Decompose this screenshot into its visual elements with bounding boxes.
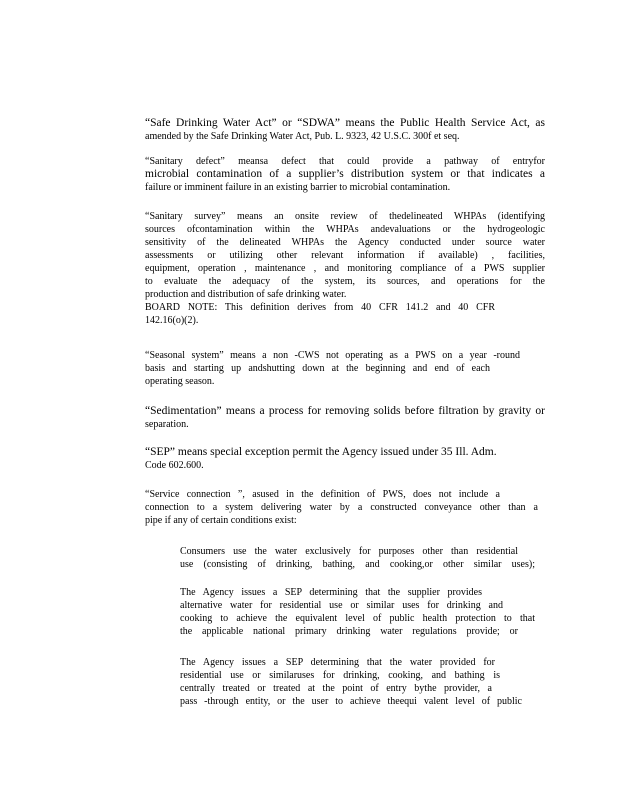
text-line: cooking to achieve the equivalent level of public health protection to that [180,613,535,624]
text-line: assessments or utilizing other relevant information if available) , facilities, [145,250,545,261]
text-line: centrally treated or treated at the point of entry bythe provider, a [180,683,492,694]
text-line: Code 602.600. [145,460,204,471]
text-line: “SEP” means special exception permit the Agency issued under 35 Ill. Adm. [145,446,497,458]
subitem-agency-sep-alternative-water [180,586,535,638]
text-line: “Sanitary survey” means an onsite review of thedelineated WHPAs (identifying [145,211,545,222]
text-line: connection to a system delivering water by a constructed conveyance other than a [145,502,538,513]
text-line: equipment, operation , maintenance , and monitoring compliance of a PWS supplier [145,263,545,274]
definition-sedimentation [145,405,545,431]
text-line: microbial contamination of a supplier’s distribution system or that indicates a [145,168,545,180]
text-line: use (consisting of drinking, bathing, and cooking,or other similar uses); [180,559,535,570]
text-line: alternative water for residential use or similar uses for drinking and [180,600,503,611]
text-line: sources ofcontamination within the WHPAs andevaluations or the hydrogeologic [145,224,545,235]
text-line: the applicable national primary drinking water regulations provide; or [180,626,518,637]
text-line: “Sedimentation” means a process for removing solids before filtration by gravity or [145,405,545,417]
text-line: “Service connection ”, asused in the definition of PWS, does not include a [145,489,500,500]
text-line: The Agency issues a SEP determining that the water provided for [180,657,495,668]
definition-sdwa [145,117,545,143]
text-line: amended by the Safe Drinking Water Act, Pub. L. 9323, 42 U.S.C. 300f et seq. [145,131,460,142]
text-line: 142.16(o)(2). [145,315,199,326]
definition-seasonal-system [145,349,545,388]
text-line: “Seasonal system” means a non -CWS not operating as a PWS on a year -round [145,350,520,361]
text-line: “Sanitary defect” meansa defect that could provide a pathway of entryfor [145,156,545,167]
subitem-agency-sep-water-provided [180,656,535,708]
text-line: BOARD NOTE: This definition derives from 40 CFR 141.2 and 40 CFR [145,302,495,313]
text-line: residential use or similaruses for drinking, cooking, and bathing is [180,670,500,681]
text-line: failure or imminent failure in an existing barrier to microbial contamination. [145,182,451,193]
text-line: operating season. [145,376,215,387]
definition-sep [145,446,545,472]
definition-sanitary-survey [145,210,545,327]
subitem-consumers [180,545,535,571]
definition-sanitary-defect [145,155,545,194]
text-line: to evaluate the adequacy of the system, its sources, and operations for the [145,276,545,287]
text-line: basis and starting up andshutting down at the beginning and end of each [145,363,490,374]
text-line: The Agency issues a SEP determining that the supplier provides [180,587,482,598]
text-line: pipe if any of certain conditions exist: [145,515,297,526]
definition-service-connection [145,488,545,527]
text-line: “Safe Drinking Water Act” or “SDWA” means the Public Health Service Act, as [145,117,545,129]
text-line: Consumers use the water exclusively for purposes other than residential [180,546,518,557]
text-line: sensitivity of the delineated WHPAs the Agency conducted under source water [145,237,545,248]
text-line: pass -through entity, or the user to achieve theequi valent level of public [180,696,522,707]
text-line: separation. [145,419,189,430]
text-line: production and distribution of safe drinking water. [145,289,347,300]
